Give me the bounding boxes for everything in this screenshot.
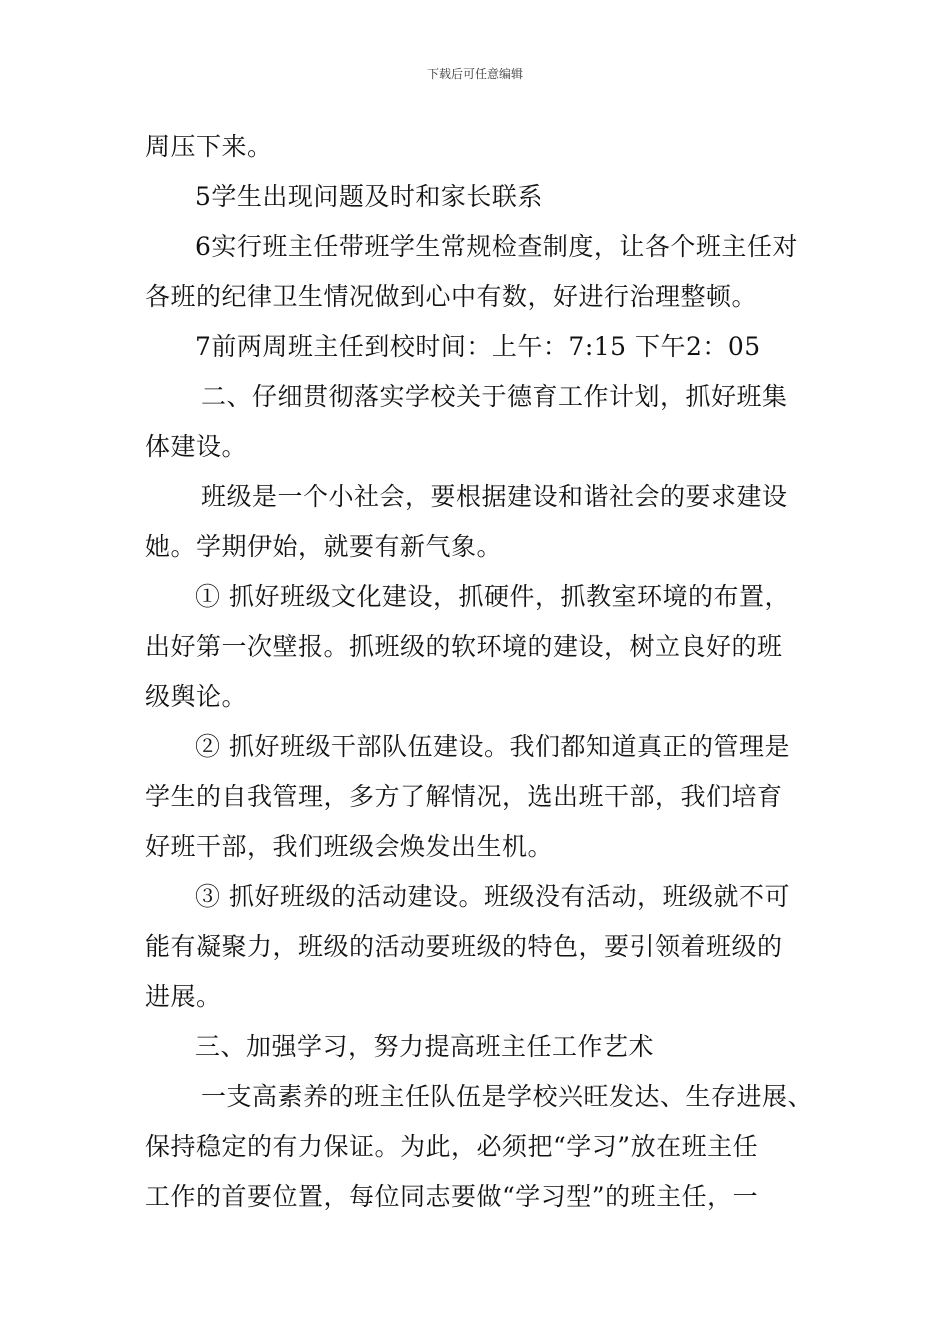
- text-line: 体建设。: [145, 432, 248, 461]
- text-line: 能有凝聚力，班级的活动要班级的特色，要引领着班级的: [145, 932, 783, 961]
- text-line: 学生的自我管理，多方了解情况，选出班干部，我们培育: [145, 782, 783, 811]
- document-body: [145, 122, 825, 1222]
- text-line: 一支高素养的班主任队伍是学校兴旺发达、生存进展、: [201, 1082, 814, 1111]
- text-line: 6实行班主任带班学生常规检查制度，让各个班主任对: [195, 232, 798, 261]
- text-line: 班级是一个小社会，要根据建设和谐社会的要求建设: [201, 482, 788, 511]
- section-heading: 三、加强学习，努力提高班主任工作艺术: [195, 1032, 655, 1061]
- page-header: 下载后可任意编辑: [426, 67, 523, 81]
- text-line: 级舆论。: [145, 682, 248, 711]
- text-line: 好班干部，我们班级会焕发出生机。: [145, 832, 554, 861]
- text-line: 5学生出现问题及时和家长联系: [195, 182, 543, 211]
- list-item: ③ 抓好班级的活动建设。班级没有活动，班级就不可: [195, 882, 790, 911]
- text-line: 保持稳定的有力保证。为此，必须把“学习”放在班主任: [145, 1132, 759, 1161]
- section-heading: 二、仔细贯彻落实学校关于德育工作计划，抓好班集: [201, 382, 788, 411]
- text-line: 7前两周班主任到校时间：上午：7:15 下午2：05: [195, 332, 761, 361]
- text-line: 出好第一次壁报。抓班级的软环境的建设，树立良好的班: [145, 632, 783, 661]
- list-item: ② 抓好班级干部队伍建设。我们都知道真正的管理是: [195, 732, 790, 761]
- text-line: 周压下来。: [145, 132, 273, 161]
- text-line: 各班的纪律卫生情况做到心中有数，好进行治理整顿。: [145, 282, 758, 311]
- list-item: ① 抓好班级文化建设，抓硬件，抓教室环境的布置，: [195, 582, 790, 611]
- text-line: 她。学期伊始，就要有新气象。: [145, 532, 503, 561]
- text-line: 进展。: [145, 982, 222, 1011]
- text-line: 工作的首要位置，每位同志要做“学习型”的班主任，一: [145, 1182, 759, 1211]
